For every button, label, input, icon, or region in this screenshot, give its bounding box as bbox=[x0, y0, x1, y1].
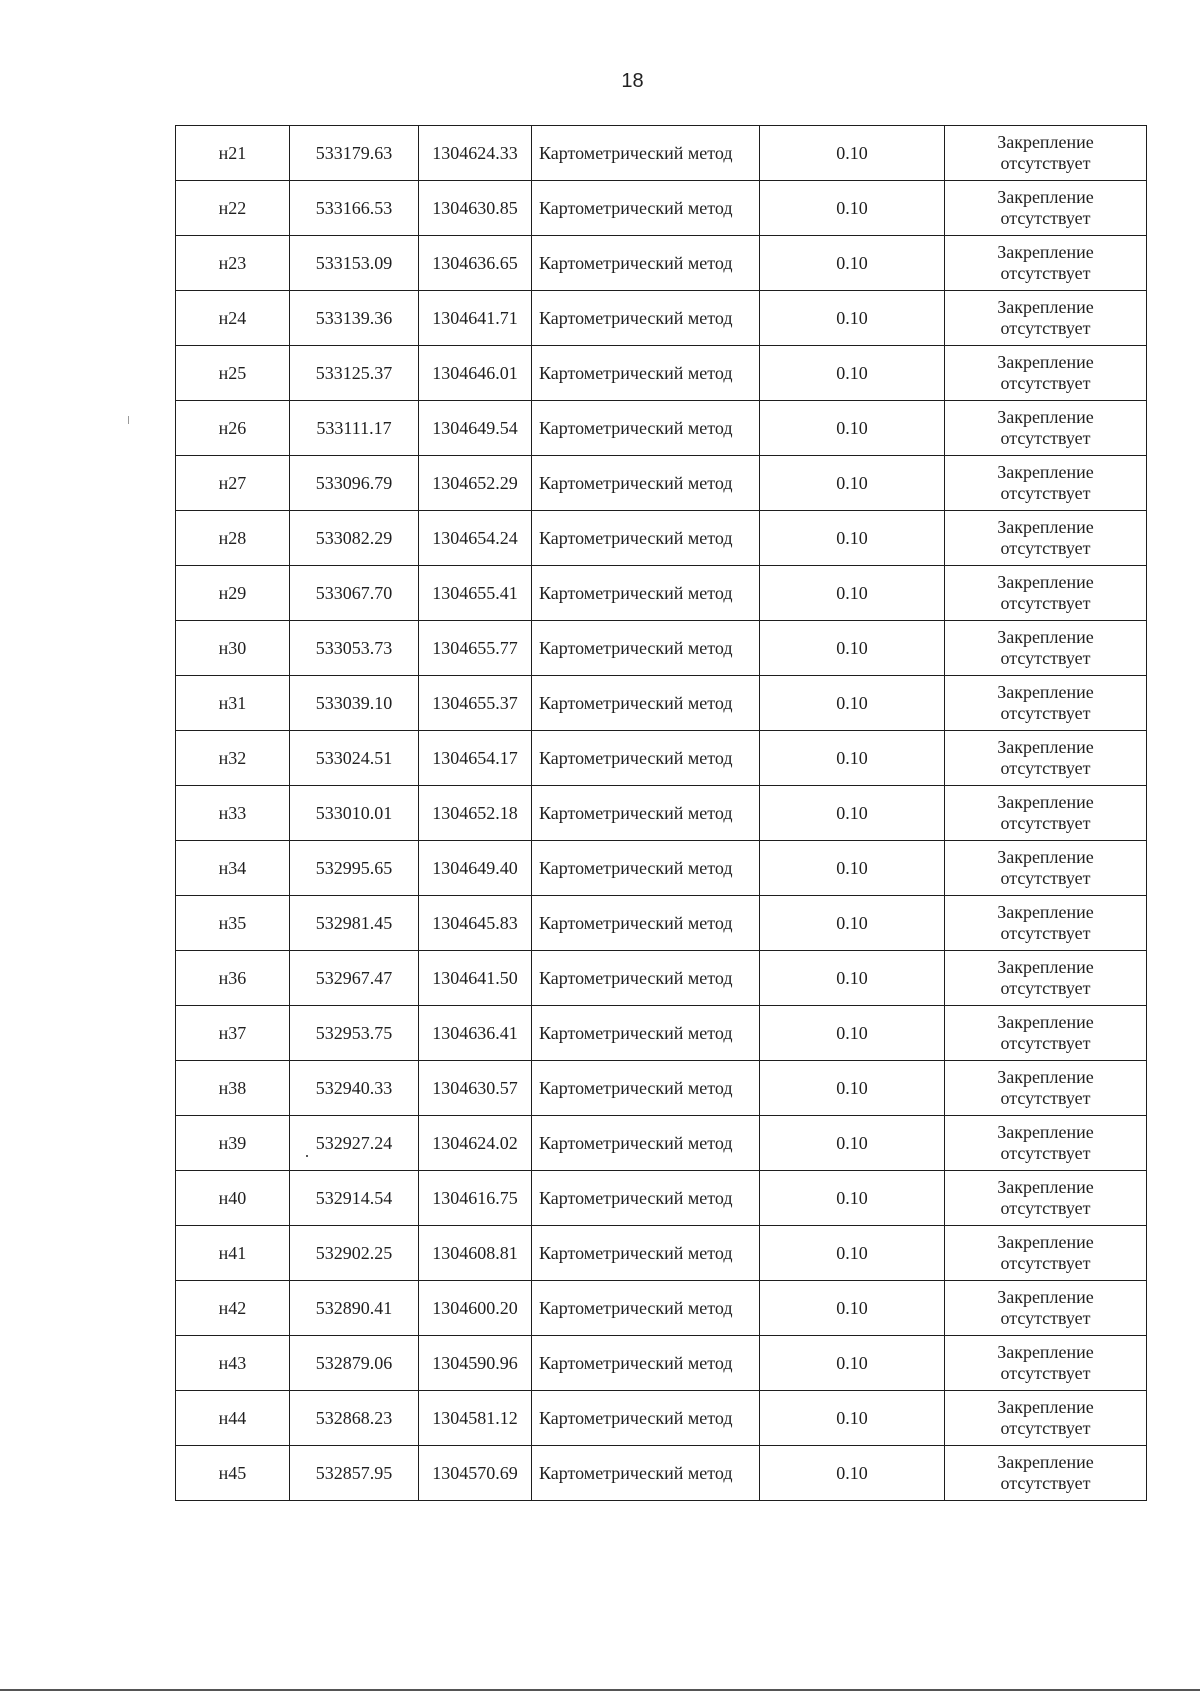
fixing-text: отсутствует bbox=[1000, 1253, 1091, 1273]
fixing-text: Закрепление bbox=[997, 407, 1094, 427]
accuracy-cell: 0.10 bbox=[760, 126, 945, 181]
table-row bbox=[176, 951, 1147, 1006]
y-coordinate-cell: 1304645.83 bbox=[419, 896, 532, 951]
point-number-cell: н45 bbox=[176, 1446, 290, 1501]
y-coordinate-cell: 1304624.33 bbox=[419, 126, 532, 181]
point-number-cell: н31 bbox=[176, 676, 290, 731]
x-coordinate-cell: 533179.63 bbox=[290, 126, 419, 181]
fixing-text: отсутствует bbox=[1000, 538, 1091, 558]
fixing-text: Закрепление bbox=[997, 572, 1094, 592]
table-row bbox=[176, 621, 1147, 676]
fixing-text: Закрепление bbox=[997, 847, 1094, 867]
accuracy-cell: 0.10 bbox=[760, 1226, 945, 1281]
fixing-text: Закрепление bbox=[997, 517, 1094, 537]
fixing-cell bbox=[945, 1116, 1147, 1171]
x-coordinate-cell: 532967.47 bbox=[290, 951, 419, 1006]
fixing-cell bbox=[945, 1061, 1147, 1116]
accuracy-cell: 0.10 bbox=[760, 731, 945, 786]
table-row bbox=[176, 1116, 1147, 1171]
method-cell: Картометрический метод bbox=[532, 1336, 760, 1391]
fixing-text: отсутствует bbox=[1000, 318, 1091, 338]
x-coordinate-cell: 532953.75 bbox=[290, 1006, 419, 1061]
accuracy-cell: 0.10 bbox=[760, 1281, 945, 1336]
point-number-cell: н41 bbox=[176, 1226, 290, 1281]
x-coordinate-cell: 532927.24 bbox=[290, 1116, 419, 1171]
method-cell: Картометрический метод bbox=[532, 621, 760, 676]
x-coordinate-cell: 533096.79 bbox=[290, 456, 419, 511]
fixing-text: Закрепление bbox=[997, 902, 1094, 922]
fixing-cell bbox=[945, 1336, 1147, 1391]
fixing-cell bbox=[945, 676, 1147, 731]
fixing-cell bbox=[945, 236, 1147, 291]
fixing-text: отсутствует bbox=[1000, 1088, 1091, 1108]
accuracy-cell: 0.10 bbox=[760, 346, 945, 401]
x-coordinate-cell: 533111.17 bbox=[290, 401, 419, 456]
fixing-cell bbox=[945, 346, 1147, 401]
x-coordinate-cell: 533039.10 bbox=[290, 676, 419, 731]
point-number-cell: н35 bbox=[176, 896, 290, 951]
fixing-text: отсутствует bbox=[1000, 758, 1091, 778]
method-cell: Картометрический метод bbox=[532, 786, 760, 841]
table-row bbox=[176, 1391, 1147, 1446]
point-number-cell: н22 bbox=[176, 181, 290, 236]
fixing-cell bbox=[945, 1006, 1147, 1061]
scan-margin-mark bbox=[128, 416, 129, 424]
fixing-text: Закрепление bbox=[997, 187, 1094, 207]
point-number-cell: н21 bbox=[176, 126, 290, 181]
scan-dot bbox=[306, 1155, 308, 1157]
accuracy-cell: 0.10 bbox=[760, 1171, 945, 1226]
fixing-cell bbox=[945, 896, 1147, 951]
method-cell: Картометрический метод bbox=[532, 566, 760, 621]
table-row bbox=[176, 731, 1147, 786]
fixing-text: отсутствует bbox=[1000, 263, 1091, 283]
method-cell: Картометрический метод bbox=[532, 291, 760, 346]
point-number-cell: н34 bbox=[176, 841, 290, 896]
fixing-text: Закрепление bbox=[997, 957, 1094, 977]
y-coordinate-cell: 1304630.85 bbox=[419, 181, 532, 236]
table-row bbox=[176, 1061, 1147, 1116]
accuracy-cell: 0.10 bbox=[760, 1336, 945, 1391]
table-row bbox=[176, 291, 1147, 346]
fixing-text: отсутствует bbox=[1000, 428, 1091, 448]
method-cell: Картометрический метод bbox=[532, 181, 760, 236]
method-cell: Картометрический метод bbox=[532, 401, 760, 456]
point-number-cell: н43 bbox=[176, 1336, 290, 1391]
point-number-cell: н26 bbox=[176, 401, 290, 456]
point-number-cell: н32 bbox=[176, 731, 290, 786]
fixing-cell bbox=[945, 786, 1147, 841]
x-coordinate-cell: 532879.06 bbox=[290, 1336, 419, 1391]
x-coordinate-cell: 532890.41 bbox=[290, 1281, 419, 1336]
fixing-text: Закрепление bbox=[997, 792, 1094, 812]
y-coordinate-cell: 1304624.02 bbox=[419, 1116, 532, 1171]
fixing-cell bbox=[945, 456, 1147, 511]
point-number-cell: н44 bbox=[176, 1391, 290, 1446]
table-row bbox=[176, 1281, 1147, 1336]
method-cell: Картометрический метод bbox=[532, 236, 760, 291]
y-coordinate-cell: 1304654.17 bbox=[419, 731, 532, 786]
table-row bbox=[176, 401, 1147, 456]
y-coordinate-cell: 1304655.37 bbox=[419, 676, 532, 731]
x-coordinate-cell: 533024.51 bbox=[290, 731, 419, 786]
point-number-cell: н42 bbox=[176, 1281, 290, 1336]
table-row bbox=[176, 1446, 1147, 1501]
fixing-text: отсутствует bbox=[1000, 1308, 1091, 1328]
method-cell: Картометрический метод bbox=[532, 896, 760, 951]
fixing-cell bbox=[945, 181, 1147, 236]
fixing-cell bbox=[945, 291, 1147, 346]
point-number-cell: н40 bbox=[176, 1171, 290, 1226]
fixing-cell bbox=[945, 841, 1147, 896]
fixing-text: отсутствует bbox=[1000, 1473, 1091, 1493]
fixing-text: Закрепление bbox=[997, 1177, 1094, 1197]
accuracy-cell: 0.10 bbox=[760, 896, 945, 951]
x-coordinate-cell: 532857.95 bbox=[290, 1446, 419, 1501]
method-cell: Картометрический метод bbox=[532, 1171, 760, 1226]
fixing-text: Закрепление bbox=[997, 242, 1094, 262]
accuracy-cell: 0.10 bbox=[760, 456, 945, 511]
y-coordinate-cell: 1304600.20 bbox=[419, 1281, 532, 1336]
table-row bbox=[176, 1336, 1147, 1391]
fixing-text: отсутствует bbox=[1000, 868, 1091, 888]
table-row bbox=[176, 786, 1147, 841]
point-number-cell: н23 bbox=[176, 236, 290, 291]
fixing-text: отсутствует bbox=[1000, 1418, 1091, 1438]
point-number-cell: н36 bbox=[176, 951, 290, 1006]
x-coordinate-cell: 533125.37 bbox=[290, 346, 419, 401]
fixing-cell bbox=[945, 511, 1147, 566]
method-cell: Картометрический метод bbox=[532, 346, 760, 401]
accuracy-cell: 0.10 bbox=[760, 1116, 945, 1171]
method-cell: Картометрический метод bbox=[532, 511, 760, 566]
y-coordinate-cell: 1304649.54 bbox=[419, 401, 532, 456]
method-cell: Картометрический метод bbox=[532, 456, 760, 511]
table-row bbox=[176, 181, 1147, 236]
table-row bbox=[176, 1226, 1147, 1281]
y-coordinate-cell: 1304654.24 bbox=[419, 511, 532, 566]
table-row bbox=[176, 456, 1147, 511]
fixing-cell bbox=[945, 401, 1147, 456]
point-number-cell: н27 bbox=[176, 456, 290, 511]
y-coordinate-cell: 1304636.41 bbox=[419, 1006, 532, 1061]
fixing-text: отсутствует bbox=[1000, 978, 1091, 998]
fixing-text: отсутствует bbox=[1000, 648, 1091, 668]
fixing-cell bbox=[945, 126, 1147, 181]
accuracy-cell: 0.10 bbox=[760, 786, 945, 841]
y-coordinate-cell: 1304655.77 bbox=[419, 621, 532, 676]
method-cell: Картометрический метод bbox=[532, 841, 760, 896]
accuracy-cell: 0.10 bbox=[760, 841, 945, 896]
x-coordinate-cell: 532914.54 bbox=[290, 1171, 419, 1226]
y-coordinate-cell: 1304630.57 bbox=[419, 1061, 532, 1116]
fixing-text: Закрепление bbox=[997, 1452, 1094, 1472]
accuracy-cell: 0.10 bbox=[760, 511, 945, 566]
accuracy-cell: 0.10 bbox=[760, 291, 945, 346]
y-coordinate-cell: 1304616.75 bbox=[419, 1171, 532, 1226]
y-coordinate-cell: 1304646.01 bbox=[419, 346, 532, 401]
fixing-text: отсутствует bbox=[1000, 593, 1091, 613]
y-coordinate-cell: 1304570.69 bbox=[419, 1446, 532, 1501]
fixing-text: отсутствует bbox=[1000, 1143, 1091, 1163]
point-number-cell: н37 bbox=[176, 1006, 290, 1061]
x-coordinate-cell: 532995.65 bbox=[290, 841, 419, 896]
table-row bbox=[176, 346, 1147, 401]
y-coordinate-cell: 1304581.12 bbox=[419, 1391, 532, 1446]
method-cell: Картометрический метод bbox=[532, 1226, 760, 1281]
fixing-cell bbox=[945, 566, 1147, 621]
point-number-cell: н33 bbox=[176, 786, 290, 841]
fixing-text: отсутствует bbox=[1000, 153, 1091, 173]
x-coordinate-cell: 532868.23 bbox=[290, 1391, 419, 1446]
method-cell: Картометрический метод bbox=[532, 1116, 760, 1171]
y-coordinate-cell: 1304608.81 bbox=[419, 1226, 532, 1281]
fixing-text: отсутствует bbox=[1000, 208, 1091, 228]
fixing-text: отсутствует bbox=[1000, 1198, 1091, 1218]
point-number-cell: н24 bbox=[176, 291, 290, 346]
fixing-text: Закрепление bbox=[997, 1342, 1094, 1362]
table-row bbox=[176, 566, 1147, 621]
fixing-text: отсутствует bbox=[1000, 813, 1091, 833]
point-number-cell: н30 bbox=[176, 621, 290, 676]
table-row bbox=[176, 126, 1147, 181]
y-coordinate-cell: 1304655.41 bbox=[419, 566, 532, 621]
fixing-text: Закрепление bbox=[997, 1067, 1094, 1087]
fixing-text: отсутствует bbox=[1000, 923, 1091, 943]
accuracy-cell: 0.10 bbox=[760, 1061, 945, 1116]
accuracy-cell: 0.10 bbox=[760, 621, 945, 676]
point-number-cell: н38 bbox=[176, 1061, 290, 1116]
x-coordinate-cell: 533139.36 bbox=[290, 291, 419, 346]
fixing-cell bbox=[945, 1281, 1147, 1336]
y-coordinate-cell: 1304649.40 bbox=[419, 841, 532, 896]
point-number-cell: н39 bbox=[176, 1116, 290, 1171]
fixing-cell bbox=[945, 731, 1147, 786]
x-coordinate-cell: 532981.45 bbox=[290, 896, 419, 951]
x-coordinate-cell: 533153.09 bbox=[290, 236, 419, 291]
x-coordinate-cell: 533067.70 bbox=[290, 566, 419, 621]
accuracy-cell: 0.10 bbox=[760, 676, 945, 731]
fixing-text: Закрепление bbox=[997, 297, 1094, 317]
fixing-cell bbox=[945, 1446, 1147, 1501]
fixing-cell bbox=[945, 1171, 1147, 1226]
fixing-text: Закрепление bbox=[997, 352, 1094, 372]
table-row bbox=[176, 236, 1147, 291]
page-bottom-rule bbox=[0, 1689, 1200, 1691]
method-cell: Картометрический метод bbox=[532, 1061, 760, 1116]
accuracy-cell: 0.10 bbox=[760, 566, 945, 621]
fixing-text: отсутствует bbox=[1000, 373, 1091, 393]
fixing-text: отсутствует bbox=[1000, 703, 1091, 723]
y-coordinate-cell: 1304641.50 bbox=[419, 951, 532, 1006]
method-cell: Картометрический метод bbox=[532, 1006, 760, 1061]
y-coordinate-cell: 1304652.29 bbox=[419, 456, 532, 511]
fixing-cell bbox=[945, 621, 1147, 676]
point-number-cell: н25 bbox=[176, 346, 290, 401]
accuracy-cell: 0.10 bbox=[760, 181, 945, 236]
method-cell: Картометрический метод bbox=[532, 951, 760, 1006]
accuracy-cell: 0.10 bbox=[760, 951, 945, 1006]
fixing-text: Закрепление bbox=[997, 682, 1094, 702]
fixing-cell bbox=[945, 951, 1147, 1006]
method-cell: Картометрический метод bbox=[532, 1391, 760, 1446]
point-number-cell: н28 bbox=[176, 511, 290, 566]
fixing-text: Закрепление bbox=[997, 737, 1094, 757]
fixing-text: Закрепление bbox=[997, 1012, 1094, 1032]
fixing-text: отсутствует bbox=[1000, 1363, 1091, 1383]
accuracy-cell: 0.10 bbox=[760, 1006, 945, 1061]
accuracy-cell: 0.10 bbox=[760, 236, 945, 291]
fixing-text: Закрепление bbox=[997, 1232, 1094, 1252]
method-cell: Картометрический метод bbox=[532, 676, 760, 731]
table-row bbox=[176, 896, 1147, 951]
page-number: 18 bbox=[621, 70, 644, 92]
x-coordinate-cell: 533166.53 bbox=[290, 181, 419, 236]
table-row bbox=[176, 676, 1147, 731]
method-cell: Картометрический метод bbox=[532, 731, 760, 786]
x-coordinate-cell: 532902.25 bbox=[290, 1226, 419, 1281]
fixing-text: Закрепление bbox=[997, 132, 1094, 152]
fixing-text: Закрепление bbox=[997, 1287, 1094, 1307]
x-coordinate-cell: 533053.73 bbox=[290, 621, 419, 676]
y-coordinate-cell: 1304590.96 bbox=[419, 1336, 532, 1391]
table-row bbox=[176, 1006, 1147, 1061]
x-coordinate-cell: 533010.01 bbox=[290, 786, 419, 841]
fixing-text: отсутствует bbox=[1000, 483, 1091, 503]
fixing-text: отсутствует bbox=[1000, 1033, 1091, 1053]
y-coordinate-cell: 1304641.71 bbox=[419, 291, 532, 346]
table-row bbox=[176, 511, 1147, 566]
table-row bbox=[176, 841, 1147, 896]
fixing-text: Закрепление bbox=[997, 1122, 1094, 1142]
x-coordinate-cell: 533082.29 bbox=[290, 511, 419, 566]
y-coordinate-cell: 1304652.18 bbox=[419, 786, 532, 841]
method-cell: Картометрический метод bbox=[532, 1446, 760, 1501]
coordinates-table bbox=[175, 125, 1147, 1501]
fixing-cell bbox=[945, 1226, 1147, 1281]
table-row bbox=[176, 1171, 1147, 1226]
method-cell: Картометрический метод bbox=[532, 126, 760, 181]
method-cell: Картометрический метод bbox=[532, 1281, 760, 1336]
x-coordinate-cell: 532940.33 bbox=[290, 1061, 419, 1116]
accuracy-cell: 0.10 bbox=[760, 1446, 945, 1501]
coordinates-table-body bbox=[176, 126, 1147, 1501]
accuracy-cell: 0.10 bbox=[760, 1391, 945, 1446]
fixing-text: Закрепление bbox=[997, 627, 1094, 647]
fixing-text: Закрепление bbox=[997, 462, 1094, 482]
fixing-text: Закрепление bbox=[997, 1397, 1094, 1417]
fixing-cell bbox=[945, 1391, 1147, 1446]
point-number-cell: н29 bbox=[176, 566, 290, 621]
accuracy-cell: 0.10 bbox=[760, 401, 945, 456]
y-coordinate-cell: 1304636.65 bbox=[419, 236, 532, 291]
